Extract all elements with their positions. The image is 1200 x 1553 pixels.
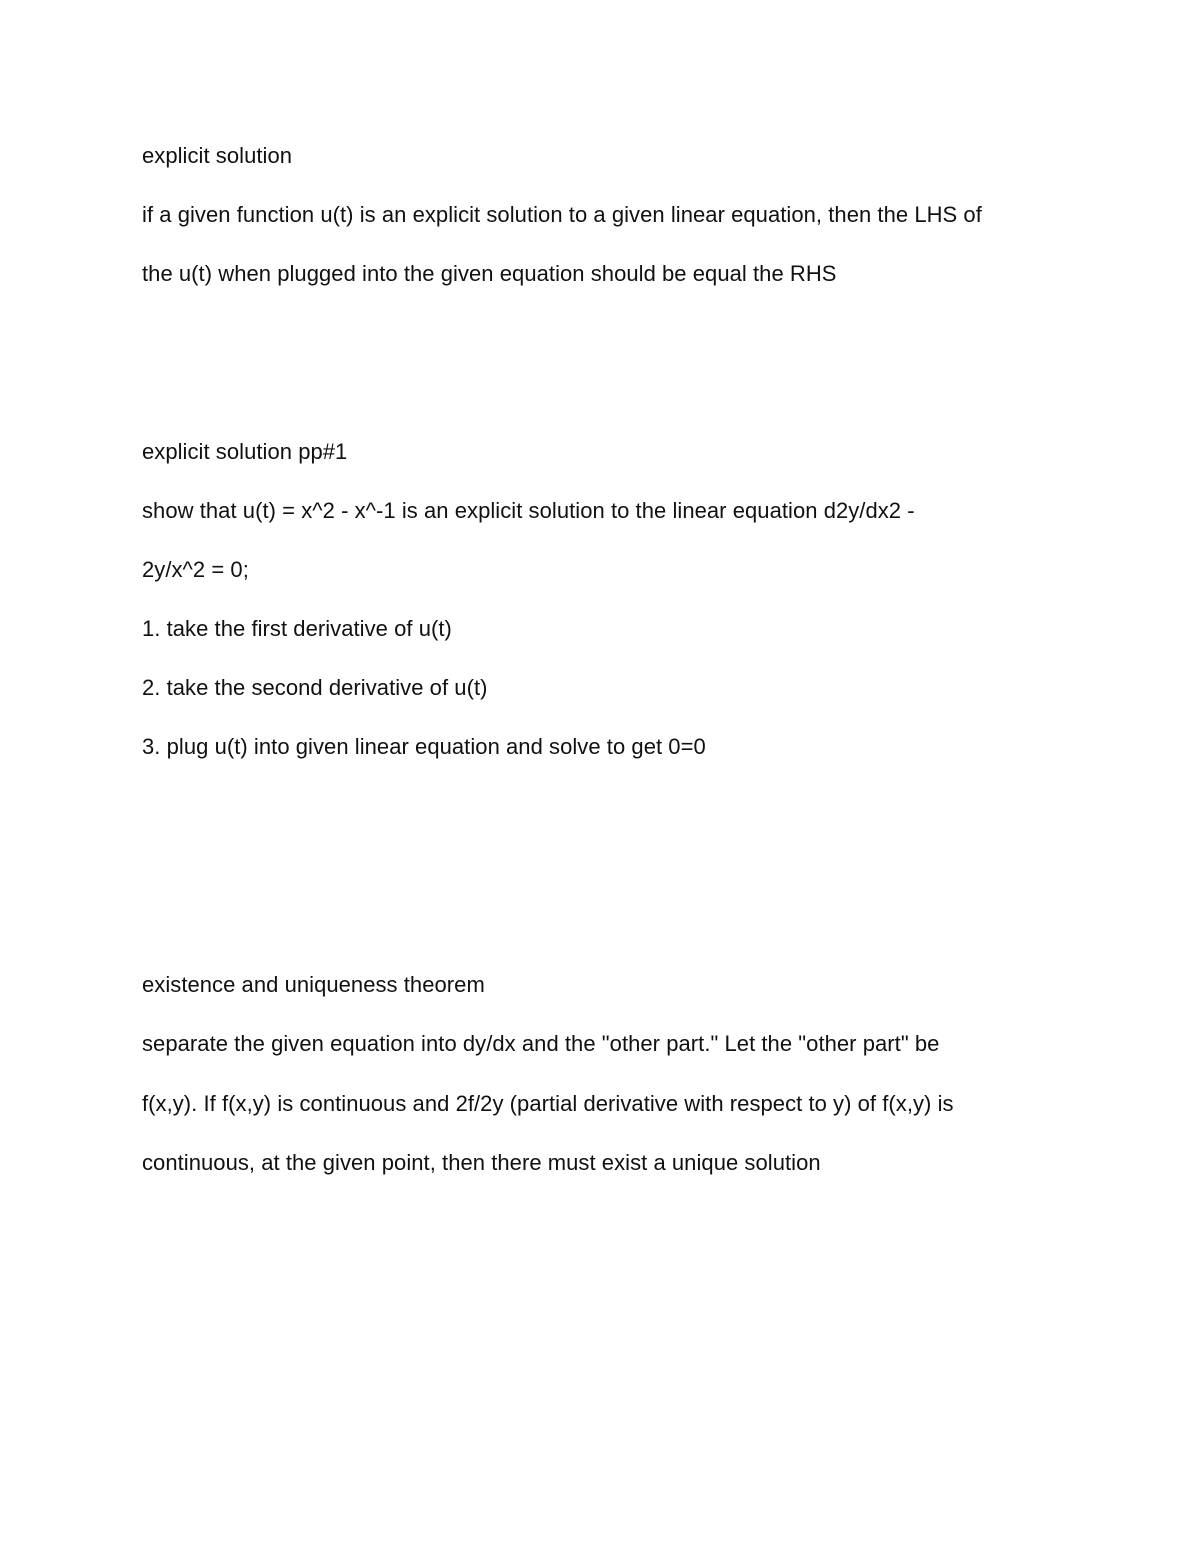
step-item: 1. take the first derivative of u(t) — [142, 616, 452, 641]
section-heading-existence-uniqueness: existence and uniqueness theorem — [142, 972, 485, 997]
paragraph-line: f(x,y). If f(x,y) is continuous and 2f/2y (partial derivative with respect to y) of f(x,y) is — [142, 1091, 954, 1116]
paragraph-line: show that u(t) = x^2 - x^-1 is an explicit solution to the linear equation d2y/dx2 - — [142, 498, 915, 523]
paragraph-line: 2y/x^2 = 0; — [142, 557, 249, 582]
step-item: 3. plug u(t) into given linear equation and solve to get 0=0 — [142, 734, 706, 759]
paragraph-line: continuous, at the given point, then there must exist a unique solution — [142, 1150, 821, 1175]
paragraph-line: if a given function u(t) is an explicit solution to a given linear equation, then the LHS of — [142, 202, 982, 227]
paragraph-line: separate the given equation into dy/dx and the "other part." Let the "other part" be — [142, 1031, 940, 1056]
section-heading-explicit-solution: explicit solution — [142, 143, 293, 168]
section-heading-explicit-solution-pp1: explicit solution pp#1 — [142, 439, 348, 464]
paragraph-line: the u(t) when plugged into the given equation should be equal the RHS — [142, 261, 837, 286]
step-item: 2. take the second derivative of u(t) — [142, 675, 488, 700]
